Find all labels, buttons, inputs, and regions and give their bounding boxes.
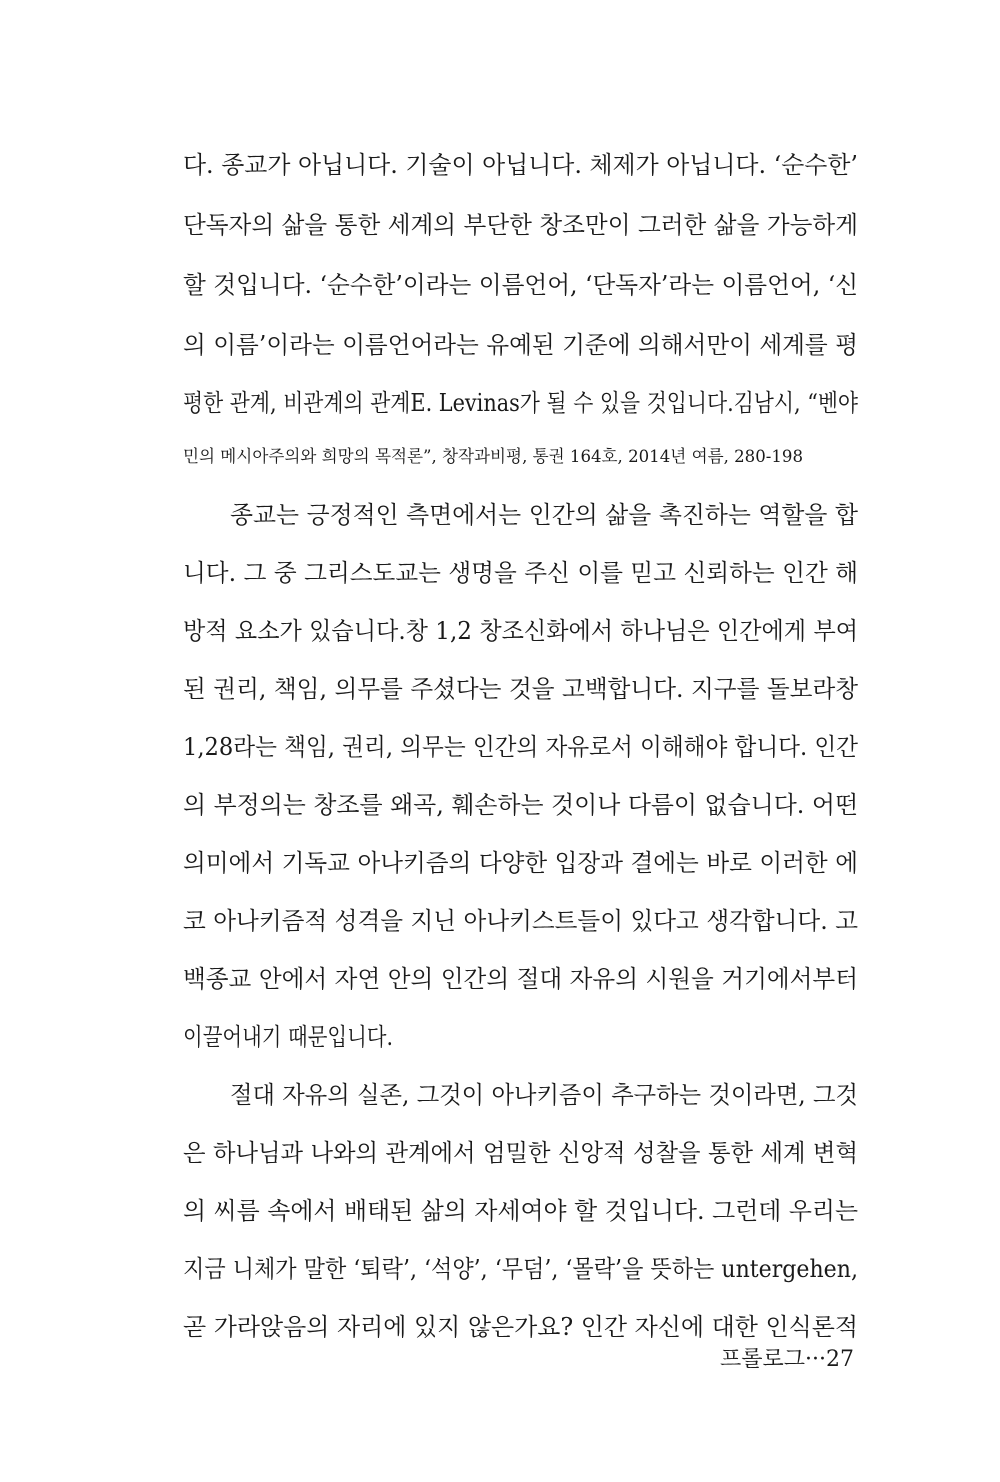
- line-text: 곧 가라앉음의 자리에 있지 않은가요? 인간 자신에 대한 인식론적: [183, 1313, 858, 1341]
- line-text: 의 이름’이라는 이름언어라는 유예된 기준에 의해서만이 세계를 평: [183, 331, 858, 359]
- text-line: [0, 1128, 1000, 1178]
- line-text: 된 권리, 책임, 의무를 주셨다는 것을 고백합니다. 지구를 돌보라창: [183, 675, 859, 703]
- line-text: 1,28라는 책임, 권리, 의무는 인간의 자유로서 이해해야 합니다. 인간: [183, 733, 859, 761]
- text-line: [0, 664, 1000, 714]
- text-line: [0, 1012, 1000, 1062]
- line-text: 지금 니체가 말한 ‘퇴락’, ‘석양’, ‘무덤’, ‘몰락’을 뜻하는 untergehen,: [183, 1255, 858, 1283]
- text-line: [0, 606, 1000, 656]
- line-text: 이끌어내기 때문입니다.: [183, 1023, 393, 1051]
- line-text: 절대 자유의 실존, 그것이 아나키즘이 추구하는 것이라면, 그것: [230, 1081, 858, 1109]
- text-line: [0, 1070, 1000, 1120]
- line-text: 방적 요소가 있습니다.창 1,2 창조신화에서 하나님은 인간에게 부여: [183, 617, 859, 645]
- running-title: 프롤로그: [720, 1347, 806, 1372]
- text-line: [0, 260, 1000, 310]
- text-line: [0, 1186, 1000, 1236]
- line-text: 은 하나님과 나와의 관계에서 엄밀한 신앙적 성찰을 통한 세계 변혁: [183, 1139, 858, 1167]
- citation-line: [0, 432, 1000, 482]
- text-line: [0, 780, 1000, 830]
- text-line: [0, 1244, 1000, 1294]
- text-line: [0, 548, 1000, 598]
- line-text: 의 부정의는 창조를 왜곡, 훼손하는 것이나 다름이 없습니다. 어떤: [183, 791, 859, 819]
- text-line: [0, 378, 1000, 428]
- line-text: 할 것입니다. ‘순수한’이라는 이름언어, ‘단독자’라는 이름언어, ‘신: [183, 271, 859, 299]
- line-text: 니다. 그 중 그리스도교는 생명을 주신 이를 믿고 신뢰하는 인간 해: [183, 559, 859, 587]
- text-line: [0, 490, 1000, 540]
- line-text: 백종교 안에서 자연 안의 인간의 절대 자유의 시원을 거기에서부터: [183, 965, 858, 993]
- footer-separator: ···: [805, 1347, 826, 1372]
- text-line: [0, 140, 1000, 190]
- line-text: 단독자의 삶을 통한 세계의 부단한 창조만이 그러한 삶을 가능하게: [183, 211, 858, 239]
- page-footer: [700, 1340, 854, 1380]
- text-line: [0, 320, 1000, 370]
- text-line: [0, 722, 1000, 772]
- page-number: 27: [826, 1347, 854, 1372]
- line-text: 다. 종교가 아닙니다. 기술이 아닙니다. 체제가 아닙니다. ‘순수한’: [183, 151, 858, 179]
- text-line: [0, 838, 1000, 888]
- citation-text: 민의 메시아주의와 희망의 목적론”, 창작과비평, 통권 164호, 2014년 여름, 280-198: [183, 447, 804, 467]
- line-text: 의 씨름 속에서 배태된 삶의 자세여야 할 것입니다. 그런데 우리는: [183, 1197, 859, 1225]
- line-text: 종교는 긍정적인 측면에서는 인간의 삶을 촉진하는 역할을 합: [230, 501, 859, 529]
- line-text: 의미에서 기독교 아나키즘의 다양한 입장과 결에는 바로 이러한 에: [183, 849, 858, 877]
- text-line: [0, 896, 1000, 946]
- line-text: 평한 관계, 비관계의 관계E. Levinas가 될 수 있을 것입니다.김남시, “벤야: [183, 389, 859, 417]
- line-text: 코 아나키즘적 성격을 지닌 아나키스트들이 있다고 생각합니다. 고: [183, 907, 858, 935]
- text-line: [0, 200, 1000, 250]
- text-line: [0, 954, 1000, 1004]
